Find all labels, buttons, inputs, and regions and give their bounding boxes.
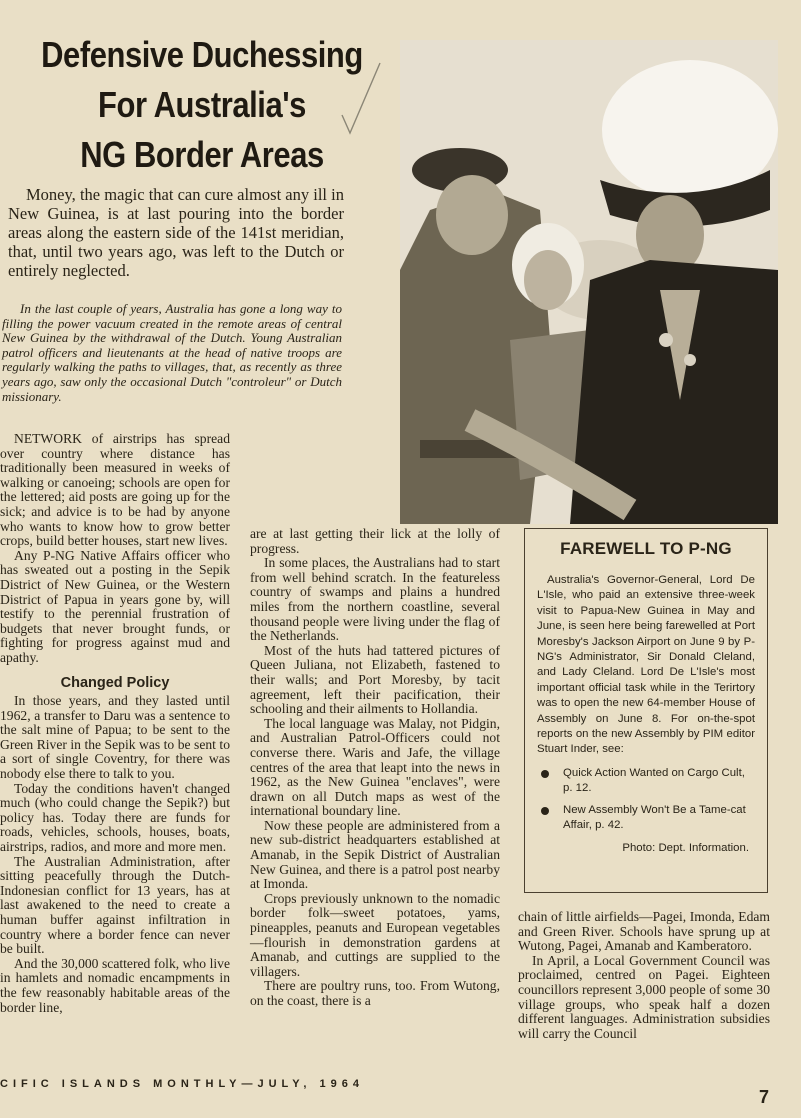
column-2-paragraph: Now these people are administered from a new sub-district headquarters established at Amanab, in the Sepik District of Australian New Guinea, and there is a patrol post nearby at Imonda. (250, 817, 500, 892)
photo-credit: Photo: Dept. Information. (622, 841, 749, 854)
column-1-paragraph: Today the conditions haven't changed much (who could change the Sepik?) but policy has. Today there are funds for roads, vehicles, schools, houses, boats, airstrips, radios, and more and more men. (0, 780, 230, 855)
column-1-paragraph: In those years, and they lasted until 1962, a transfer to Daru was a sentence to the salt mine of Papua; to be sent to the Green River in the Sepik was to be sent to a sort of single Coventry, for there was nobody else there to talk to you. (0, 693, 230, 782)
list-item (537, 803, 755, 834)
headline-line-2: For Australia's (98, 84, 306, 125)
lede-paragraph: Money, the magic that can cure almost any ill in New Guinea, is at last pouring into the border areas along the eastern side of the 141st meridian, that, until two years ago, was left to the Dutch or entirely neglected. (8, 185, 344, 280)
column-3-paragraph: In April, a Local Government Council was proclaimed, centred on Pagei. Eighteen councillors represent 3,000 people of some 30 village groups, who speak half a dozen different languages. Administration subsidies will carry the Council (518, 952, 770, 1041)
column-2-paragraph: are at last getting their lick at the lolly of progress. (250, 526, 500, 556)
headline (33, 30, 370, 180)
subhead-changed-policy: Changed Policy (60, 674, 170, 691)
column-1-paragraph: NETWORK of airstrips has spread over country where distance has traditionally been measured in weeks of walking or canoeing; schools are open for the lettered; aid posts are going up for the sick; and advice is to be had by anyone who wants to know how to grow better crops, build better houses, start new lives. (0, 431, 230, 549)
column-2 (250, 527, 500, 1009)
bullet-icon (541, 770, 549, 778)
column-1 (0, 432, 230, 1015)
list-item-text: Quick Action Wanted on Cargo Cult, p. 12. (563, 766, 745, 795)
headline-line-3: NG Border Areas (80, 134, 324, 175)
column-2-paragraph: In some places, the Australians had to start from well behind scratch. In the featureless country of swamps and plains a hundred miles from the northern coastline, several thousand people were living under the flag of the Netherlands. (250, 555, 500, 644)
sidebar-body: Australia's Governor-General, Lord De L'Isle, who paid an extensive three-week visit to Papua-New Guinea in May and June, is seen here being farewelled at Port Moresby's Jackson Airport on June 9 by P-NG's Administrator, Sir Donald Cleland, and Lady Cleland. Lord De L'Isle's most important official task while in the Terirtory was to open the new 64-member House of Assembly on June 8. For on-the-spot reports on the new Assembly by PIM editor Stuart Inder, see: (537, 574, 755, 756)
photo-illustration (400, 40, 778, 524)
column-1-paragraph: And the 30,000 scattered folk, who live in hamlets and nomadic encampments in the few reasonably habitable areas of the border line, (0, 955, 230, 1015)
intro-paragraph: In the last couple of years, Australia has gone a long way to filling the power vacuum created in the remote areas of central New Guinea by the withdrawal of the Dutch. Young Australian patrol officers and lieutenants at the head of native troops are regularly walking the paths to villages, that, as recently as three years ago, saw only the occasional Dutch "controleur" or Dutch missionary. (2, 301, 342, 404)
column-2-paragraph: There are poultry runs, too. From Wutong, on the coast, there is a (250, 978, 500, 1008)
sidebar-list (537, 766, 755, 834)
running-footer: CIFIC ISLANDS MONTHLY—JULY, 1964 (0, 1078, 364, 1090)
headline-line-1: Defensive Duchessing (41, 34, 363, 75)
column-3 (518, 910, 770, 1041)
bullet-icon (541, 807, 549, 815)
sidebar-title: FAREWELL TO P-NG (560, 539, 732, 558)
sidebar-box (524, 528, 768, 893)
column-3-paragraph: chain of little airfields—Pagei, Imonda, Edam and Green River. Schools have sprung up at Wutong, Pagei, Amanab and Kamberatoro. (518, 909, 770, 954)
column-2-paragraph: Crops previously unknown to the nomadic border folk—sweet potatoes, yams, pineapples, peanuts and European vegetables—flourish in demonstration gardens at Amanab, and cuttings are supplied to the villagers. (250, 890, 500, 979)
list-item-text: New Assembly Won't Be a Tame-cat Affair, p. 42. (563, 803, 746, 832)
pencil-mark-icon (332, 55, 392, 145)
page-number: 7 (758, 1087, 769, 1107)
column-1-paragraph: The Australian Administration, after sitting peacefully through the Dutch-Indonesian conflict for 13 years, has at last awakened to the need to create a human buffer against infiltration in country where a border fence can never be built. (0, 853, 230, 957)
column-1-paragraph: Any P-NG Native Affairs officer who has sweated out a posting in the Sepik District of New Guinea, or the Western District of Papua in years gone by, will testify to the perennial frustration of budgets that never brought funds, or fighting for progress against mud and apathy. (0, 547, 230, 665)
column-2-paragraph: The local language was Malay, not Pidgin, and Australian Patrol-Officers could not converse there. Waris and Jafe, the village centres of the area that leapt into the news in 1962, as the New Guinea "enclaves", were drawn on all Dutch maps as west of the international boundary line. (250, 715, 500, 819)
column-2-paragraph: Most of the huts had tattered pictures of Queen Juliana, not Elizabeth, fastened to their walls; and Port Moresby, by tacit agreement, left their pacification, their schooling and their ailments to Hollandia. (250, 642, 500, 717)
photograph (400, 40, 778, 524)
list-item (537, 766, 755, 797)
